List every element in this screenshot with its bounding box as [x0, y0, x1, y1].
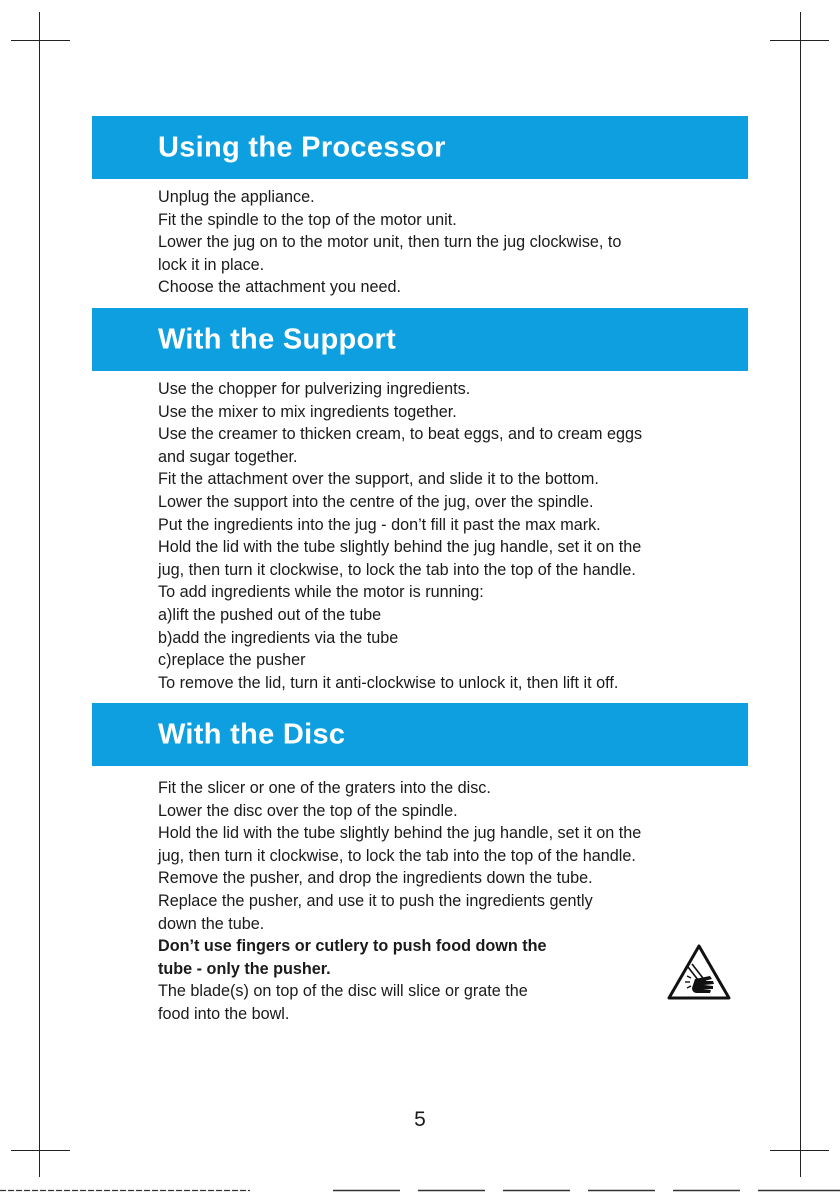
warning-line: tube - only the pusher. [158, 959, 331, 978]
instruction-line: Hold the lid with the tube slightly behind the jug handle, set it on the [158, 824, 642, 843]
instruction-line: and sugar together. [158, 447, 298, 466]
instruction-line: jug, then turn it clockwise, to lock the tab into the top of the handle. [158, 560, 636, 579]
instruction-line: To remove the lid, turn it anti-clockwise to unlock it, then lift it off. [158, 673, 619, 692]
section-body [158, 186, 728, 299]
instruction-line: food into the bowl. [158, 1004, 290, 1023]
instruction-line: Use the chopper for pulverizing ingredients. [158, 380, 471, 398]
instruction-line: Lower the jug on to the motor unit, then turn the jug clockwise, to [158, 233, 622, 252]
crop-mark-top-left-horizontal [11, 40, 70, 41]
instruction-line: Use the creamer to thicken cream, to beat eggs, and to cream eggs [158, 425, 643, 444]
instruction-line: Lower the support into the centre of the jug, over the spindle. [158, 492, 594, 511]
instruction-line: Unplug the appliance. [158, 188, 315, 206]
instruction-line: Remove the pusher, and drop the ingredients down the tube. [158, 869, 593, 888]
crop-mark-right-spine [800, 40, 801, 1177]
warning-line: Don’t use fingers or cutlery to push food down the [158, 937, 547, 956]
instruction-line: Fit the spindle to the top of the motor unit. [158, 210, 457, 229]
instruction-line: Choose the attachment you need. [158, 278, 401, 297]
instruction-line: Replace the pusher, and use it to push the ingredients gently [158, 891, 593, 910]
instruction-line: Lower the disc over the top of the spindle. [158, 801, 458, 820]
instruction-line: down the tube. [158, 914, 265, 933]
instruction-line: c)replace the pusher [158, 651, 306, 670]
instruction-line: The blade(s) on top of the disc will slice or grate the [158, 982, 528, 1001]
page-number: 5 [414, 1108, 426, 1131]
instruction-line: Fit the slicer or one of the graters into the disc. [158, 779, 491, 797]
section-title: With the Disc [158, 718, 346, 750]
instruction-line: Hold the lid with the tube slightly behind the jug handle, set it on the [158, 538, 642, 557]
crop-mark-left-spine [39, 40, 40, 1177]
section-header-bar [92, 703, 748, 766]
instruction-line: a)lift the pushed out of the tube [158, 605, 382, 624]
section-header-bar [92, 308, 748, 371]
section-body [158, 378, 728, 694]
section-header-bar [92, 116, 748, 179]
crop-mark-bottom-right-horizontal [770, 1150, 829, 1151]
crop-mark-bottom-left-horizontal [11, 1150, 70, 1151]
section-title: Using the Processor [158, 131, 446, 163]
section-title: With the Support [158, 323, 397, 355]
instruction-line: b)add the ingredients via the tube [158, 628, 399, 647]
hand-blade-warning-icon [666, 943, 732, 1001]
instruction-line: jug, then turn it clockwise, to lock the tab into the top of the handle. [158, 846, 636, 865]
instruction-line: Put the ingredients into the jug - don’t fill it past the max mark. [158, 515, 601, 534]
instruction-line: To add ingredients while the motor is running: [158, 583, 484, 602]
instruction-line: lock it in place. [158, 255, 265, 274]
instruction-line: Use the mixer to mix ingredients together. [158, 402, 457, 421]
section-body [158, 777, 728, 1026]
instruction-line: Fit the attachment over the support, and slide it to the bottom. [158, 470, 599, 489]
